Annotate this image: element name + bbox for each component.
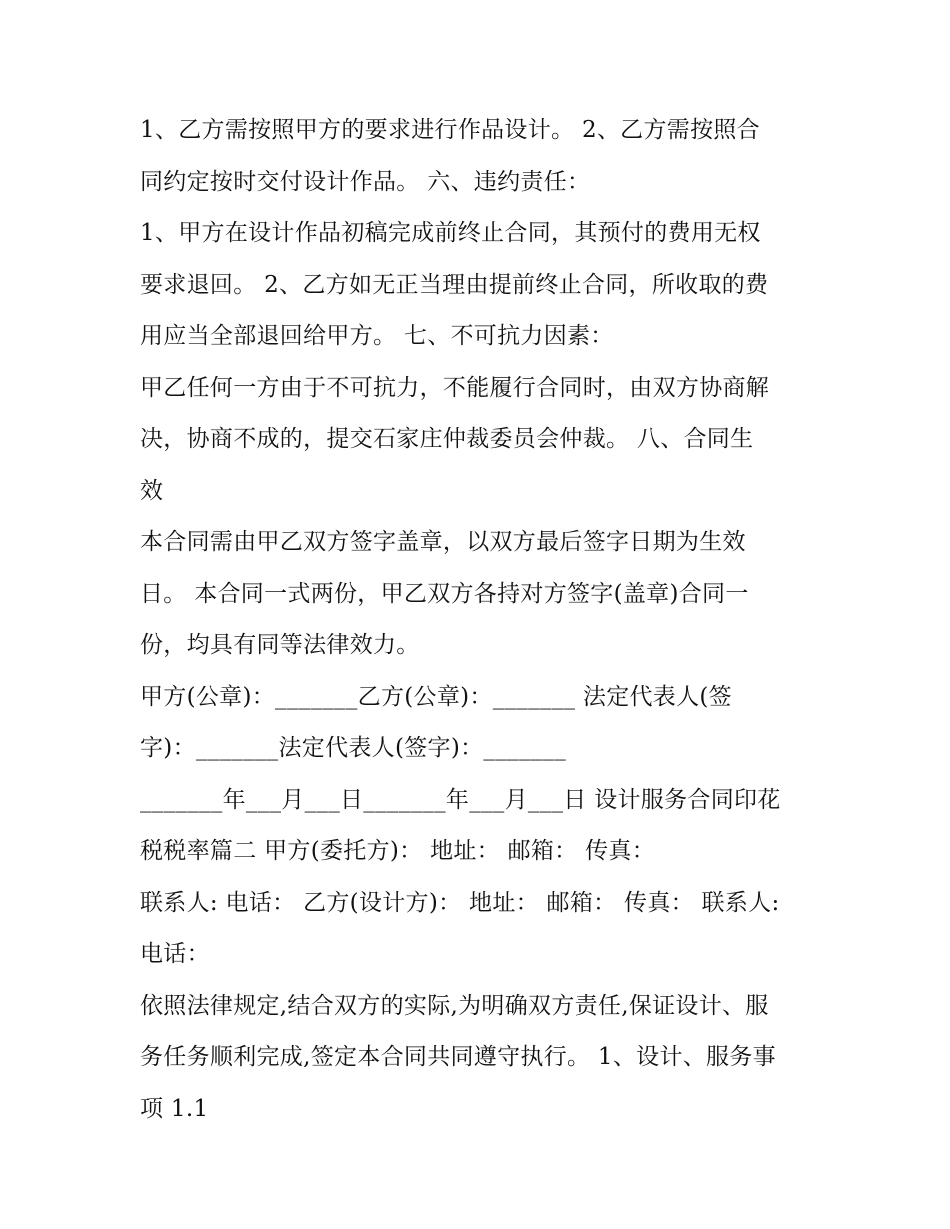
- text-line: 项 1.1: [140, 1095, 209, 1122]
- text-line: 效: [140, 477, 164, 504]
- document-body: [140, 105, 820, 1135]
- text-line: 依照法律规定,结合双方的实际,为明确双方责任,保证设计、服: [140, 992, 769, 1019]
- text-line: 同约定按时交付设计作品。 六、违约责任：: [140, 168, 591, 195]
- text-line: 1、甲方在设计作品初稿完成前终止合同，其预付的费用无权: [140, 220, 761, 246]
- text-line: 份，均具有同等法律效力。: [140, 632, 420, 658]
- text-line: _______年___月___日_______年___月___日 设计服务合同印花: [140, 786, 781, 813]
- text-line: 1、乙方需按照甲方的要求进行作品设计。 2、乙方需按照合: [140, 117, 760, 143]
- text-line: 决，协商不成的，提交石家庄仲裁委员会仲裁。 八、合同生: [140, 426, 754, 452]
- text-line: 务任务顺利完成,签定本合同共同遵守执行。 1、设计、服务事: [140, 1044, 776, 1070]
- text-line: 日。 本合同一式两份，甲乙双方各持对方签字(盖章)合同一: [140, 580, 749, 607]
- text-line: 本合同需由甲乙双方签字盖章，以双方最后签字日期为生效: [140, 529, 746, 555]
- text-line: 字)：_______法定代表人(签字)：_______: [140, 735, 567, 761]
- text-line: 电话：: [140, 941, 210, 967]
- text-line: 税税率篇二 甲方(委托方)： 地址： 邮箱： 传真：: [140, 838, 655, 864]
- text-line: 甲方(公章)：_______乙方(公章)：_______ 法定代表人(签: [140, 683, 732, 710]
- text-line: 用应当全部退回给甲方。 七、不可抗力因素：: [140, 323, 614, 349]
- text-line: 甲乙任何一方由于不可抗力，不能履行合同时，由双方协商解: [140, 374, 770, 401]
- text-line: 联系人: 电话： 乙方(设计方)： 地址： 邮箱： 传真： 联系人:: [140, 889, 780, 916]
- text-line: 要求退回。 2、乙方如无正当理由提前终止合同，所收取的费: [140, 271, 769, 298]
